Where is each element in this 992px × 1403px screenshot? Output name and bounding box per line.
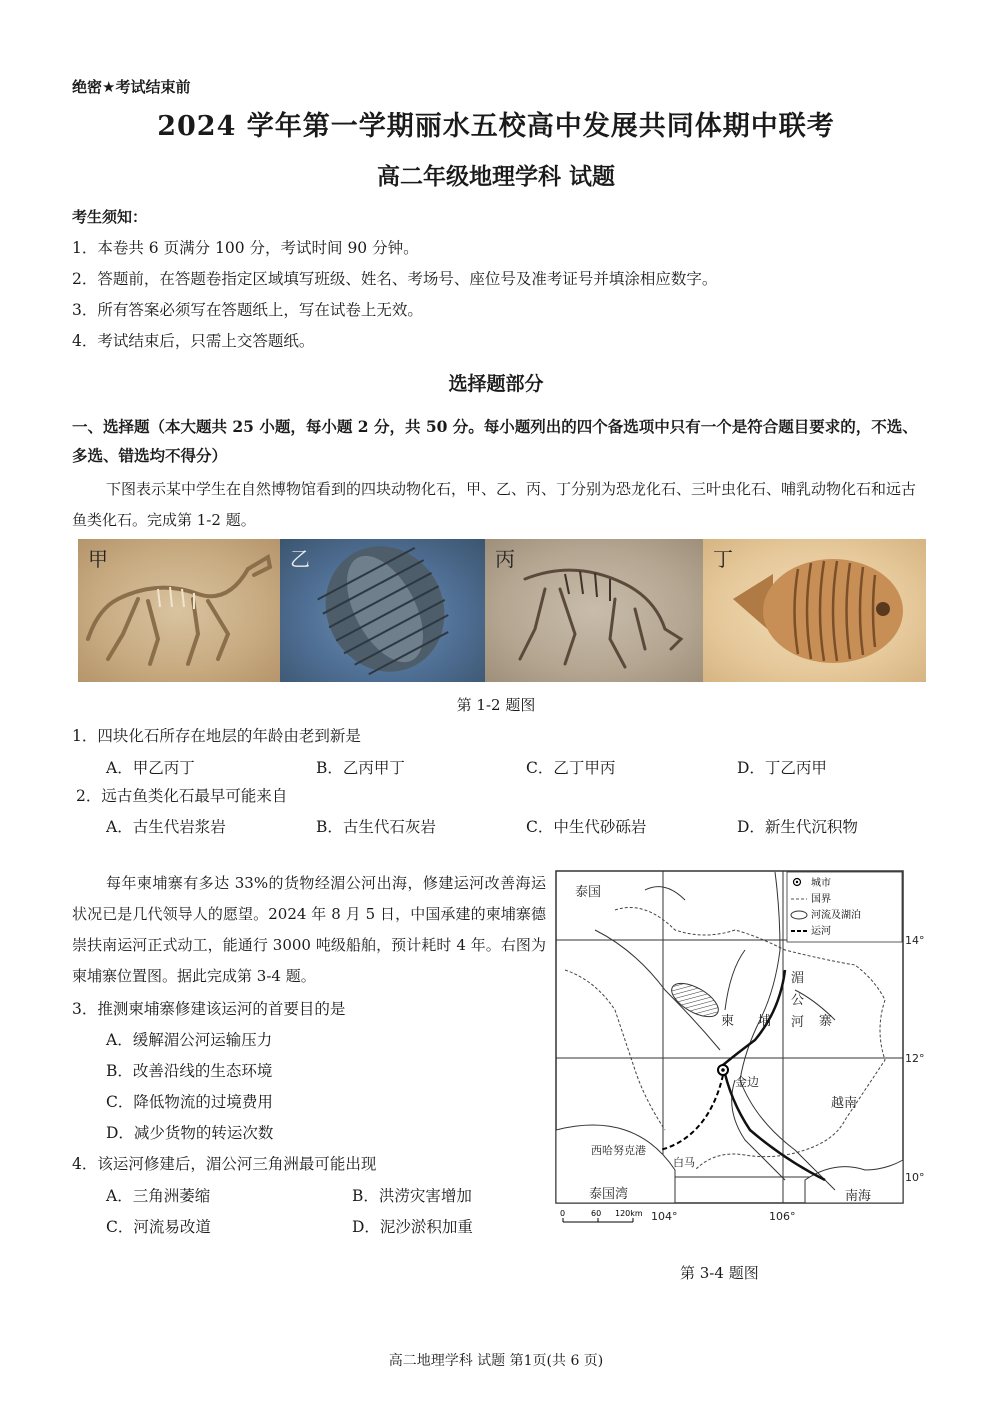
label-gulf: 泰国湾 — [589, 1187, 629, 1202]
label-cambodia-1: 柬 — [721, 1014, 735, 1029]
fossil-dinosaur — [78, 539, 280, 682]
notice-item: 3．所有答案必须写在答题纸上，写在试卷上无效。 — [72, 301, 423, 319]
svg-text:0: 0 — [560, 1209, 566, 1218]
question-option: D．丁乙丙甲 — [737, 759, 827, 777]
question-option: A．缓解湄公河运输压力 — [106, 1031, 273, 1049]
fossil-fish — [703, 539, 926, 682]
lat-label: 14° — [905, 934, 925, 947]
label-south-sea: 南海 — [845, 1189, 872, 1204]
exam-subtitle: 高二年级地理学科 试题 — [376, 163, 615, 190]
cambodia-map — [555, 870, 927, 1232]
section-heading: 选择题部分 — [448, 373, 544, 395]
lon-label: 104° — [651, 1210, 678, 1223]
question-option: B．改善沿线的生态环境 — [106, 1062, 273, 1080]
lat-label: 10° — [905, 1171, 925, 1184]
label-mekong-1: 湄 — [791, 971, 805, 986]
question-option: A．甲乙丙丁 — [106, 759, 195, 777]
question-option: D．泥沙淤积加重 — [352, 1218, 473, 1236]
notice-item: 1．本卷共 6 页满分 100 分，考试时间 90 分钟。 — [72, 239, 419, 257]
question-stem: 2．远古鱼类化石最早可能来自 — [76, 787, 288, 805]
notice-heading: 考生须知： — [72, 208, 148, 226]
group1-intro: 下图表示某中学生在自然博物馆看到的四块动物化石，甲、乙、丙、丁分别为恐龙化石、三叶虫化石、哺乳动物化石和远古鱼类化石。完成第 1-2 题。 — [72, 480, 917, 529]
fossil-mammal — [485, 539, 703, 682]
group2-intro: 每年柬埔寨有多达 33%的货物经湄公河出海，修建运河改善海运状况已是几代领导人的愿望。2024 年 8 月 5 日，中国承建的柬埔寨德崇扶南运河正式动工，能通行 3000 吨级船舶，预计耗时 4 年。右图为柬埔寨位置图。据此完成第 3-4 题。 — [72, 874, 546, 985]
question-option: C．中生代砂砾岩 — [526, 818, 647, 836]
question-stem: 1．四块化石所存在地层的年龄由老到新是 — [72, 727, 361, 745]
question-option: C．乙丁甲丙 — [526, 759, 616, 777]
fossil-label: 丙 — [495, 547, 515, 571]
label-mekong-3: 河 — [791, 1015, 805, 1030]
label-bai-ma: 白马 — [673, 1156, 695, 1169]
svg-text:60: 60 — [591, 1209, 602, 1218]
question-option: B．古生代石灰岩 — [316, 818, 436, 836]
legend-border: 国界 — [811, 894, 831, 905]
scale-bar — [560, 1209, 643, 1222]
label-cambodia-2: 埔 — [758, 1014, 772, 1029]
label-phnom-penh: 金边 — [735, 1075, 760, 1089]
lat-label: 12° — [905, 1052, 925, 1065]
label-thailand: 泰国 — [575, 885, 602, 900]
fossil-label: 乙 — [290, 547, 310, 571]
fossil-trilobite — [280, 539, 485, 682]
question-option: A．三角洲萎缩 — [106, 1187, 211, 1205]
label-vietnam: 越南 — [831, 1096, 858, 1111]
confidential-mark: 绝密★考试结束前 — [72, 78, 191, 96]
fossil-label: 丁 — [713, 547, 733, 571]
notice-item: 4．考试结束后，只需上交答题纸。 — [72, 332, 315, 350]
lon-label: 106° — [769, 1210, 796, 1223]
mammal-fossil-icon — [485, 539, 703, 682]
question-option: C．河流易改道 — [106, 1218, 211, 1236]
question-option: D．减少货物的转运次数 — [106, 1124, 274, 1142]
label-mekong-2: 公 — [791, 993, 805, 1008]
question-option: C．降低物流的过境费用 — [106, 1093, 273, 1111]
trilobite-fossil-icon — [280, 539, 485, 682]
legend-river-lake: 河流及湖泊 — [811, 910, 861, 921]
legend-canal: 运河 — [811, 926, 831, 937]
map-caption: 第 3-4 题图 — [680, 1264, 759, 1282]
question-stem: 3．推测柬埔寨修建该运河的首要目的是 — [72, 1000, 346, 1018]
label-cambodia-3: 寨 — [819, 1014, 833, 1029]
question-stem: 4．该运河修建后，湄公河三角洲最可能出现 — [72, 1155, 377, 1173]
part-heading: 一、选择题（本大题共 25 小题，每小题 2 分，共 50 分。每小题列出的四个备选项中只有一个是符合题目要求的，不选、多选、错选均不得分） — [72, 417, 918, 465]
notice-item: 2．答题前，在答题卷指定区域填写班级、姓名、考场号、座位号及准考证号并填涂相应数字。 — [72, 270, 718, 288]
label-sihanoukville: 西哈努克港 — [591, 1144, 646, 1157]
question-option: B．洪涝灾害增加 — [352, 1187, 472, 1205]
fossil-label: 甲 — [88, 547, 108, 571]
question-option: B．乙丙甲丁 — [316, 759, 405, 777]
svg-text:120km: 120km — [615, 1209, 643, 1218]
dinosaur-fossil-icon — [78, 539, 280, 682]
page-footer: 高二地理学科 试题 第1页(共 6 页) — [388, 1353, 604, 1369]
question-option: D．新生代沉积物 — [737, 818, 858, 836]
figure-caption: 第 1-2 题图 — [456, 696, 536, 714]
fish-fossil-icon — [703, 539, 926, 682]
legend-city: 城市 — [811, 878, 831, 889]
fossil-figure — [78, 539, 926, 682]
question-option: A．古生代岩浆岩 — [106, 818, 226, 836]
exam-title: 2024 学年第一学期丽水五校高中发展共同体期中联考 — [157, 111, 835, 142]
